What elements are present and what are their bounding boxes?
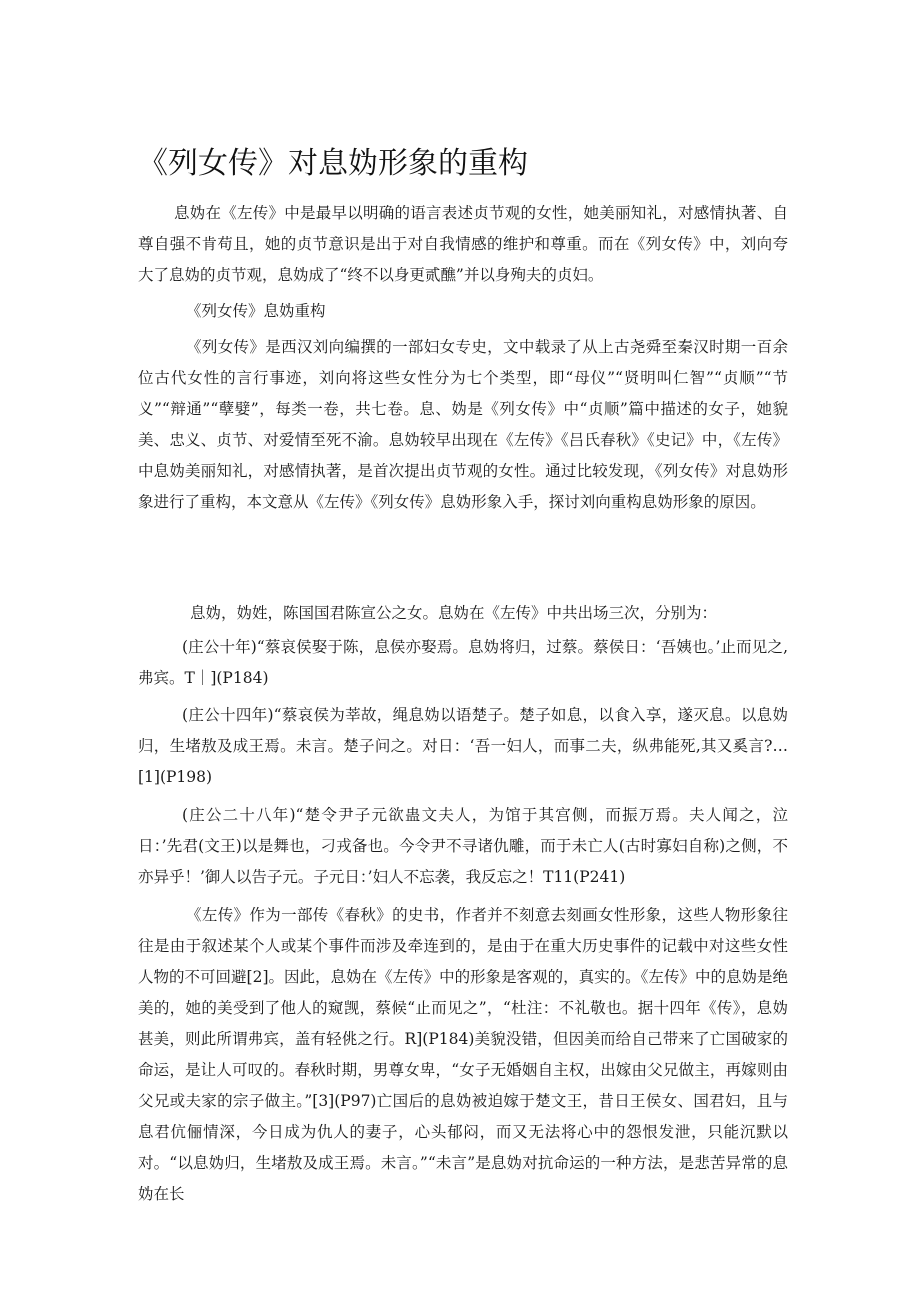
section-lead-paragraph: 息妫，妫姓，陈国国君陈宣公之女。息妫在《左传》中共出场三次，分别为： [190,604,718,622]
intro-paragraph: 《列女传》是西汉刘向编撰的一部妇女专史，文中载录了从上古尧舜至秦汉时期一百余位古代女性的言行事迹，刘向将这些女性分为七个类型，即“母仪”“贤明叫仁智”“贞顺”“节义”“辩通”“孽嬖”，每类一卷，共七卷。息、妫是《列女传》中“贞顺”篇中描述的女子，她貌美、忠义、贞节、对爱情至死不渝。息妫较早出现在《左传》《吕氏春秋》《史记》中，《左传》中息妫美丽知礼，对感情执著，是首次提出贞节观的女性。通过比较发现，《列女传》对息妫形象进行了重构，本文意从《左传》《列女传》息妫形象入手，探讨刘向重构息妫形象的原因。 [138,338,788,511]
article-title: 《列女传》对息妫形象的重构 [138,146,528,181]
quote-paragraph-3: (庄公二十八年)“楚令尹子元欲蛊文夫人，为馆于其宫侧，而振万焉。夫人闻之，泣日：’先君(文王)以是舞也，刁戎备也。今令尹不寻诸仇雕，而于未亡人(古时寡妇自称)之侧，不亦异乎！’御人以告子元。子元日：’妇人不忘袭，我反忘之！T11(P241) [138,806,788,886]
body-paragraph: 《左传》作为一部传《春秋》的史书，作者并不刻意去刻画女性形象，这些人物形象往往是由于叙述某个人或某个事件而涉及牵连到的，是由于在重大历史事件的记载中对这些女性人物的不可回避[2]。因此，息妫在《左传》中的形象是客观的，真实的。《左传》中的息妫是绝美的，她的美受到了他人的窥觊，蔡候“止而见之”，“杜注：不礼敬也。据十四年《传》，息妫甚美，则此所谓弗宾，盖有轻佻之行。R](P184)美貌没错，但因美而给自己带来了亡国破家的命运，是让人可叹的。春秋时期，男尊女卑，“女子无婚姻自主权，出嫁由父兄做主，再嫁则由父兄或夫家的宗子做主。”[3](P97)亡国后的息妫被迫嫁于楚文王，昔日王侯女、国君妇，且与息君伉俪情深，今日成为仇人的妻子，心头郁闷，而又无法将心中的怨恨发泄，只能沉默以对。“以息妫归，生堵敖及成王焉。未言。”“未言”是息妫对抗命运的一种方法，是悲苦异常的息妫在长 [138,906,788,1203]
keywords-line: 《列女传》息妫重构 [186,302,326,320]
quote-paragraph-1: (庄公十年)“蔡哀侯娶于陈，息侯亦娶焉。息妫将归，过蔡。蔡侯日：‘吾姨也。’止而见之,弗宾。T｜](P184) [138,638,788,687]
abstract-paragraph: 息妫在《左传》中是最早以明确的语言表述贞节观的女性，她美丽知礼，对感情执著、自尊自强不肯苟且，她的贞节意识是出于对自我情感的维护和尊重。而在《列女传》中，刘向夸大了息妫的贞节观，息妫成了“终不以身更贰醮”并以身殉夫的贞妇。 [138,204,788,284]
quote-paragraph-2: (庄公十四年)“蔡哀侯为莘故，绳息妫以语楚子。楚子如息，以食入享，遂灭息。以息妫归，生堵敖及成王焉。未言。楚子问之。对日：‘吾一妇人，而事二夫，纵弗能死,其又奚言?…[1](P198) [138,706,788,786]
